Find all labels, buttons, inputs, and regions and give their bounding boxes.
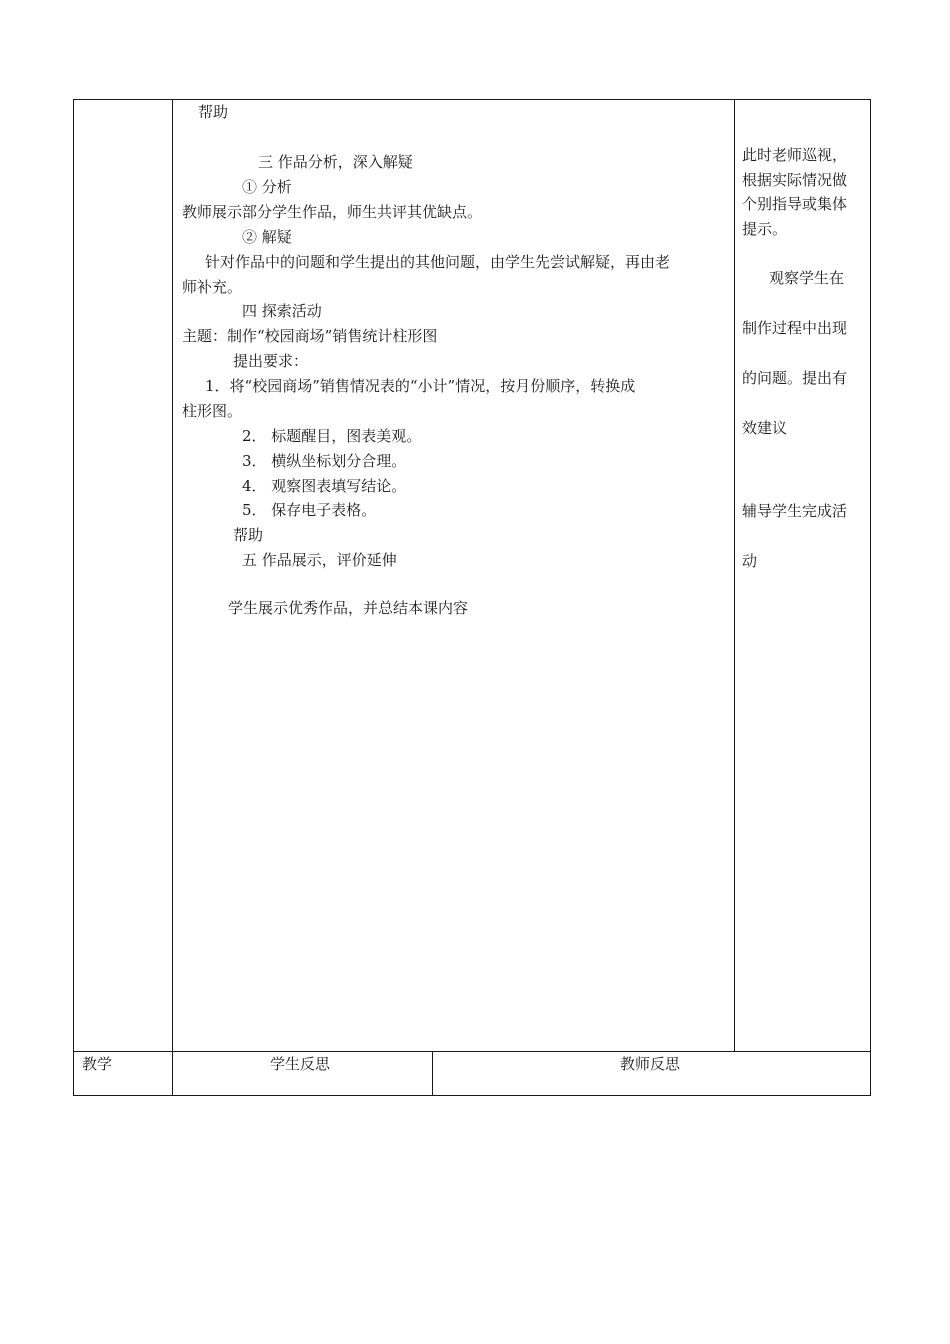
table-row-divider xyxy=(73,1051,871,1052)
section-5-title: 五 作品展示，评价延伸 xyxy=(242,551,397,569)
requirement-2: 2． 标题醒目，图表美观。 xyxy=(242,427,422,445)
student-reflection-header: 学生反思 xyxy=(270,1055,331,1073)
help-label-1: 帮助 xyxy=(198,103,229,121)
note-3-line-2: 动 xyxy=(742,552,758,570)
table-bottom-col-divider xyxy=(432,1051,433,1096)
requirement-1-line-1: 1．将“校园商场”销售情况表的“小计”情况，按月份顺序，转换成 xyxy=(205,377,636,395)
teacher-reflection-header: 教师反思 xyxy=(620,1055,681,1073)
table-col-divider-2 xyxy=(734,99,735,1052)
side-notes xyxy=(742,0,866,600)
note-1-line-3: 个别指导或集体 xyxy=(742,195,848,213)
note-1-line-4: 提示。 xyxy=(742,220,788,238)
item-resolve: ② 解疑 xyxy=(242,228,292,246)
resolve-text-line-1: 针对作品中的问题和学生提出的其他问题，由学生先尝试解疑，再由老 xyxy=(205,253,671,271)
note-2-line-1: 观察学生在 xyxy=(769,269,845,287)
note-2-line-2: 制作过程中出现 xyxy=(742,319,848,337)
table-bottom-border xyxy=(73,1095,871,1096)
requirement-3: 3． 横纵坐标划分合理。 xyxy=(242,452,407,470)
bottom-row-label: 教学 xyxy=(82,1055,113,1073)
requirements-label: 提出要求： xyxy=(233,352,309,370)
requirement-4: 4． 观察图表填写结论。 xyxy=(242,477,407,495)
table-left-border xyxy=(73,99,74,1096)
section-4-title: 四 探索活动 xyxy=(242,302,322,320)
table-right-border xyxy=(870,99,871,1096)
note-1-line-1: 此时老师巡视， xyxy=(742,146,848,164)
item-analysis: ① 分析 xyxy=(242,178,292,196)
note-2-line-3: 的问题。提出有 xyxy=(742,369,848,387)
note-3-line-1: 辅导学生完成活 xyxy=(742,502,848,520)
section-3-title: 三 作品分析，深入解疑 xyxy=(258,153,413,171)
table-col-divider-1 xyxy=(172,99,173,1096)
activity-theme: 主题：制作“校园商场”销售统计柱形图 xyxy=(182,327,438,345)
analysis-text: 教师展示部分学生作品，师生共评其优缺点。 xyxy=(182,203,483,221)
note-2-line-4: 效建议 xyxy=(742,419,788,437)
resolve-text-line-2: 师补充。 xyxy=(182,278,243,296)
help-label-2: 帮助 xyxy=(233,526,264,544)
note-1-line-2: 根据实际情况做 xyxy=(742,171,848,189)
requirement-1-line-2: 柱形图。 xyxy=(182,402,243,420)
summary-text: 学生展示优秀作品，并总结本课内容 xyxy=(228,599,469,617)
requirement-5: 5． 保存电子表格。 xyxy=(242,501,377,519)
